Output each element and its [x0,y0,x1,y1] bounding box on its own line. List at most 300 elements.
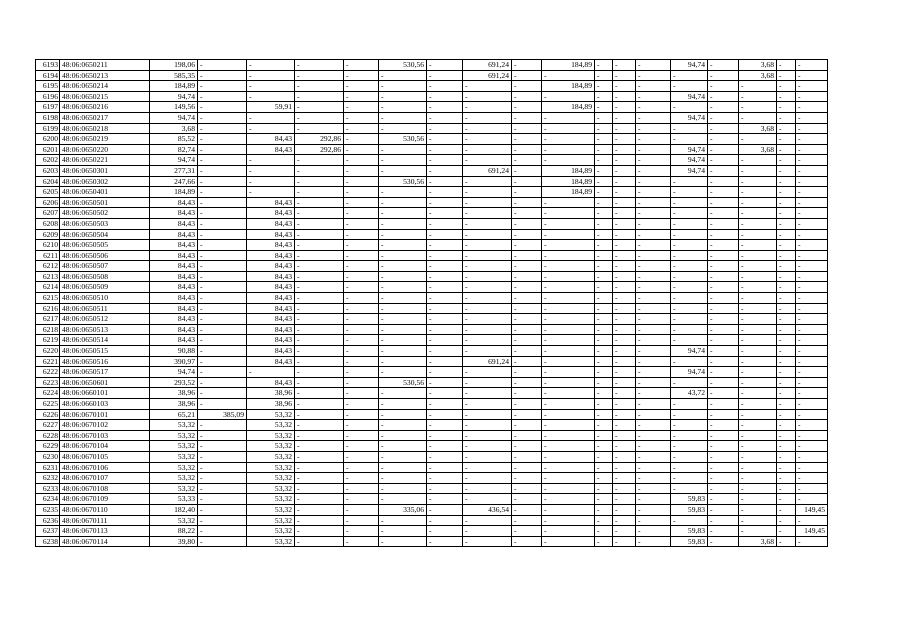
value-cell: - [708,356,739,367]
value-cell: - [613,293,636,304]
value-cell: - [708,335,739,346]
value-cell: 38,96 [247,399,295,410]
table-row [36,409,828,420]
value-cell: - [463,494,512,505]
value-cell: - [613,208,636,219]
value-cell: - [708,197,739,208]
value-cell: - [542,197,595,208]
value-cell: - [708,282,739,293]
table-row [36,240,828,251]
value-cell: - [379,197,427,208]
value-cell: - [595,240,613,251]
value-cell: - [708,165,739,176]
value-cell: - [796,165,828,176]
table-row [36,271,828,282]
value-cell: - [295,494,344,505]
value-cell: - [344,218,379,229]
value-cell: - [295,112,344,123]
value-cell: - [595,91,613,102]
value-cell: - [295,240,344,251]
value-cell: 84,43 [247,324,295,335]
value-cell: - [295,187,344,198]
value-cell: - [739,112,777,123]
cadastral-number-cell: 48:06:0670105 [60,451,150,462]
value-cell: - [198,155,247,166]
value-cell: - [344,399,379,410]
value-cell: - [198,335,247,346]
value-cell: 84,43 [247,271,295,282]
value-cell: - [739,91,777,102]
value-cell: - [344,250,379,261]
cadastral-number-cell: 48:06:0650601 [60,377,150,388]
value-cell: 84,43 [150,208,198,219]
value-cell: 94,74 [150,112,198,123]
value-cell: - [739,187,777,198]
value-cell: 436,54 [463,504,512,515]
value-cell: - [595,420,613,431]
value-cell: - [512,112,542,123]
value-cell: - [427,494,463,505]
value-cell: - [671,430,708,441]
value-cell: - [739,165,777,176]
value-cell: - [796,388,828,399]
value-cell: - [777,240,796,251]
value-cell: 94,74 [671,60,708,71]
value-cell: - [636,218,671,229]
value-cell: - [427,240,463,251]
value-cell: - [295,165,344,176]
value-cell: - [463,409,512,420]
value-cell: - [595,250,613,261]
value-cell: - [671,218,708,229]
value-cell: - [708,144,739,155]
value-cell: - [427,293,463,304]
value-cell: - [796,229,828,240]
value-cell: - [198,346,247,357]
value-cell: - [247,176,295,187]
value-cell: - [344,81,379,92]
row-number-cell: 6225 [36,399,60,410]
value-cell: - [613,134,636,145]
value-cell: - [708,430,739,441]
value-cell: - [344,303,379,314]
value-cell: - [542,208,595,219]
value-cell: - [636,335,671,346]
value-cell: - [344,176,379,187]
value-cell: - [613,420,636,431]
value-cell: - [379,261,427,272]
value-cell: 84,43 [150,250,198,261]
value-cell: - [379,165,427,176]
value-cell: - [198,451,247,462]
value-cell: - [595,144,613,155]
value-cell: - [708,271,739,282]
value-cell: - [796,483,828,494]
value-cell: 335,06 [379,504,427,515]
value-cell: 184,89 [542,81,595,92]
value-cell: - [739,218,777,229]
value-cell: - [379,81,427,92]
value-cell: - [595,282,613,293]
value-cell: - [379,409,427,420]
value-cell: - [344,123,379,134]
value-cell: - [427,388,463,399]
value-cell: - [512,261,542,272]
value-cell: - [739,451,777,462]
value-cell: - [198,112,247,123]
table-row [36,229,828,240]
value-cell: 94,74 [671,91,708,102]
value-cell: - [796,451,828,462]
value-cell: - [344,187,379,198]
cadastral-number-cell: 48:06:0650216 [60,102,150,113]
cadastral-number-cell: 48:06:0650506 [60,250,150,261]
value-cell: - [739,250,777,261]
value-cell: - [198,250,247,261]
value-cell: - [512,303,542,314]
value-cell: - [777,377,796,388]
value-cell: - [739,261,777,272]
value-cell: - [777,526,796,537]
value-cell: - [595,356,613,367]
value-cell: - [777,441,796,452]
value-cell: 691,24 [463,356,512,367]
value-cell: 82,74 [150,144,198,155]
value-cell: 59,83 [671,504,708,515]
value-cell: - [708,293,739,304]
value-cell: - [512,367,542,378]
cadastral-number-cell: 48:06:0650220 [60,144,150,155]
value-cell: - [379,483,427,494]
value-cell: - [636,282,671,293]
value-cell: - [777,282,796,293]
value-cell: 84,43 [150,282,198,293]
value-cell: - [512,324,542,335]
value-cell: - [796,250,828,261]
value-cell: - [427,165,463,176]
value-cell: 149,45 [796,526,828,537]
value-cell: 94,74 [671,165,708,176]
value-cell: - [595,441,613,452]
value-cell: - [427,197,463,208]
value-cell: - [613,526,636,537]
table-row [36,261,828,272]
table-row [36,303,828,314]
value-cell: - [777,187,796,198]
value-cell: 84,43 [247,197,295,208]
value-cell: - [542,218,595,229]
value-cell: - [512,282,542,293]
value-cell: 149,45 [796,504,828,515]
value-cell: - [379,208,427,219]
value-cell: - [344,60,379,71]
table-row [36,314,828,325]
value-cell: - [198,515,247,526]
value-cell: - [463,377,512,388]
value-cell: - [636,483,671,494]
value-cell: - [777,176,796,187]
value-cell: - [463,208,512,219]
value-cell: - [344,483,379,494]
value-cell: - [379,155,427,166]
value-cell: - [595,346,613,357]
value-cell: - [379,356,427,367]
value-cell: - [295,176,344,187]
value-cell: - [379,494,427,505]
value-cell: - [427,324,463,335]
value-cell: - [512,176,542,187]
row-number-cell: 6203 [36,165,60,176]
cadastral-number-cell: 48:06:0670108 [60,483,150,494]
value-cell: 94,74 [671,367,708,378]
value-cell: - [595,388,613,399]
value-cell: - [708,473,739,484]
value-cell: - [512,60,542,71]
value-cell: - [613,240,636,251]
value-cell: - [427,335,463,346]
table-row [36,81,828,92]
value-cell: - [463,303,512,314]
value-cell: - [671,282,708,293]
value-cell: 385,09 [198,409,247,420]
value-cell: - [295,208,344,219]
value-cell: - [613,229,636,240]
value-cell: 84,43 [247,303,295,314]
row-number-cell: 6230 [36,451,60,462]
value-cell: - [671,473,708,484]
value-cell: 184,89 [542,102,595,113]
value-cell: - [344,441,379,452]
value-cell: - [636,430,671,441]
value-cell: - [595,293,613,304]
value-cell: - [636,229,671,240]
cadastral-number-cell: 48:06:0670114 [60,536,150,547]
cadastral-number-cell: 48:06:0670107 [60,473,150,484]
value-cell: - [708,526,739,537]
value-cell: - [379,473,427,484]
value-cell: - [613,197,636,208]
value-cell: 84,43 [247,208,295,219]
value-cell: 3,68 [739,536,777,547]
value-cell: - [512,165,542,176]
cadastral-number-cell: 48:06:0670113 [60,526,150,537]
value-cell: 84,43 [247,377,295,388]
value-cell: 182,40 [150,504,198,515]
value-cell: - [427,526,463,537]
value-cell: - [427,218,463,229]
value-cell: - [463,81,512,92]
value-cell: - [512,314,542,325]
value-cell: - [295,504,344,515]
value-cell: - [542,250,595,261]
value-cell: - [427,314,463,325]
table-row [36,208,828,219]
value-cell: - [777,314,796,325]
cadastral-number-cell: 48:06:0650221 [60,155,150,166]
value-cell: - [542,388,595,399]
value-cell: - [198,367,247,378]
value-cell: - [708,112,739,123]
value-cell: 3,68 [739,70,777,81]
value-cell: - [344,91,379,102]
row-number-cell: 6211 [36,250,60,261]
value-cell: - [636,409,671,420]
value-cell: - [739,282,777,293]
value-cell: - [777,473,796,484]
value-cell: - [595,335,613,346]
value-cell: - [198,377,247,388]
value-cell: - [671,451,708,462]
value-cell: - [739,526,777,537]
value-cell: - [613,282,636,293]
value-cell: - [379,536,427,547]
value-cell: - [463,324,512,335]
value-cell: 84,43 [247,335,295,346]
value-cell: - [671,176,708,187]
value-cell: - [542,483,595,494]
value-cell: - [427,504,463,515]
value-cell: - [636,112,671,123]
value-cell: - [463,240,512,251]
value-cell: - [463,420,512,431]
value-cell: - [636,293,671,304]
value-cell: - [344,346,379,357]
value-cell: - [512,399,542,410]
value-cell: - [613,462,636,473]
value-cell: - [777,218,796,229]
table-row [36,134,828,145]
value-cell: - [542,282,595,293]
value-cell: 94,74 [150,367,198,378]
value-cell: - [708,420,739,431]
value-cell: - [463,462,512,473]
row-number-cell: 6219 [36,335,60,346]
value-cell: - [796,515,828,526]
value-cell: - [708,324,739,335]
value-cell: 84,43 [150,229,198,240]
value-cell: 53,32 [150,473,198,484]
data-table [35,59,828,547]
value-cell: 293,52 [150,377,198,388]
value-cell: 53,32 [247,409,295,420]
value-cell: - [739,409,777,420]
value-cell: - [542,504,595,515]
value-cell: - [796,91,828,102]
value-cell: - [512,451,542,462]
table-row [36,399,828,410]
value-cell: - [427,112,463,123]
value-cell: - [777,494,796,505]
value-cell: - [739,356,777,367]
value-cell: - [796,187,828,198]
value-cell: 90,88 [150,346,198,357]
table-row [36,515,828,526]
value-cell: - [796,314,828,325]
value-cell: - [613,367,636,378]
value-cell: - [595,70,613,81]
value-cell: - [739,420,777,431]
cadastral-number-cell: 48:06:0650514 [60,335,150,346]
row-number-cell: 6226 [36,409,60,420]
value-cell: - [739,240,777,251]
table-row [36,187,828,198]
value-cell: - [613,176,636,187]
value-cell: - [796,441,828,452]
value-cell: - [613,218,636,229]
value-cell: - [512,218,542,229]
cadastral-number-cell: 48:06:0650503 [60,218,150,229]
value-cell: - [796,240,828,251]
value-cell: - [198,197,247,208]
value-cell: 84,43 [150,261,198,272]
value-cell: - [344,102,379,113]
cadastral-number-cell: 48:06:0660101 [60,388,150,399]
table-row [36,483,828,494]
value-cell: - [739,293,777,304]
value-cell: - [777,250,796,261]
value-cell: - [739,515,777,526]
value-cell: 53,32 [150,462,198,473]
value-cell: - [613,303,636,314]
cadastral-number-cell: 48:06:0670106 [60,462,150,473]
value-cell: - [636,187,671,198]
value-cell: 53,32 [247,515,295,526]
cadastral-number-cell: 48:06:0650501 [60,197,150,208]
value-cell: - [247,91,295,102]
row-number-cell: 6222 [36,367,60,378]
value-cell: - [636,420,671,431]
value-cell: - [796,218,828,229]
value-cell: - [512,144,542,155]
value-cell: - [777,123,796,134]
value-cell: - [595,60,613,71]
value-cell: - [636,356,671,367]
value-cell: - [463,112,512,123]
value-cell: - [636,346,671,357]
value-cell: 184,89 [542,165,595,176]
value-cell: - [512,250,542,261]
value-cell: - [613,409,636,420]
value-cell: - [542,324,595,335]
value-cell: - [777,324,796,335]
value-cell: - [595,430,613,441]
value-cell: 84,43 [247,218,295,229]
value-cell: - [247,81,295,92]
value-cell: - [247,70,295,81]
value-cell: - [542,229,595,240]
table-row [36,462,828,473]
value-cell: - [796,420,828,431]
value-cell: 84,43 [150,271,198,282]
value-cell: - [295,293,344,304]
value-cell: - [708,377,739,388]
value-cell: - [595,187,613,198]
value-cell: - [671,483,708,494]
value-cell: - [777,420,796,431]
value-cell: - [542,144,595,155]
cadastral-number-cell: 48:06:0650513 [60,324,150,335]
row-number-cell: 6201 [36,144,60,155]
value-cell: - [512,335,542,346]
value-cell: 39,80 [150,536,198,547]
value-cell: - [708,399,739,410]
value-cell: - [295,367,344,378]
value-cell: - [427,367,463,378]
value-cell: - [613,346,636,357]
value-cell: - [671,441,708,452]
value-cell: - [595,112,613,123]
value-cell: - [796,377,828,388]
